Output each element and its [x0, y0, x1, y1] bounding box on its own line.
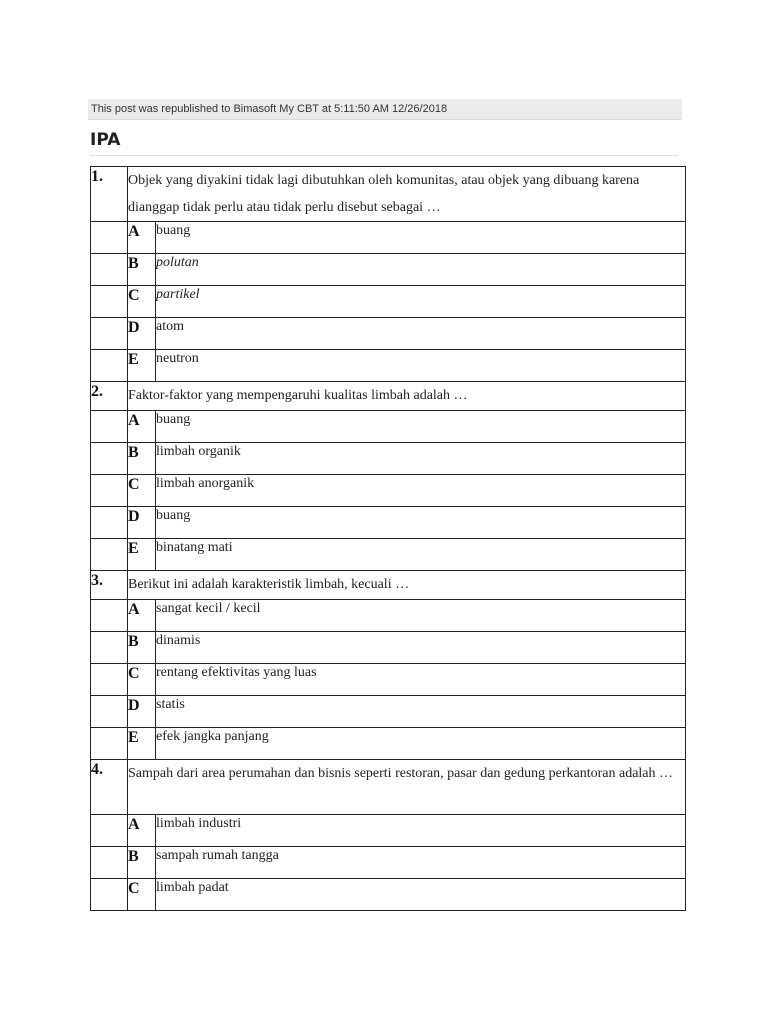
option-row: [91, 254, 686, 286]
spacer-cell: [91, 696, 128, 728]
option-text: limbah organik: [156, 443, 686, 475]
question-number: 3.: [91, 571, 128, 600]
spacer-cell: [91, 222, 128, 254]
option-letter: D: [128, 507, 156, 539]
option-letter: E: [128, 539, 156, 571]
option-row: [91, 847, 686, 879]
option-letter: A: [128, 411, 156, 443]
option-letter: C: [128, 475, 156, 507]
question-text: Berikut ini adalah karakteristik limbah, kecuali …: [128, 571, 686, 600]
option-row: [91, 222, 686, 254]
spacer-cell: [91, 815, 128, 847]
option-letter: D: [128, 318, 156, 350]
option-letter: C: [128, 664, 156, 696]
option-row: [91, 696, 686, 728]
option-row: [91, 350, 686, 382]
option-text: polutan: [156, 254, 686, 286]
question-row: [91, 382, 686, 411]
option-row: [91, 411, 686, 443]
spacer-cell: [91, 254, 128, 286]
option-letter: B: [128, 254, 156, 286]
question-number: 4.: [91, 760, 128, 815]
option-text: limbah anorganik: [156, 475, 686, 507]
question-number: 2.: [91, 382, 128, 411]
page-title: IPA: [90, 130, 121, 150]
option-text: sangat kecil / kecil: [156, 600, 686, 632]
option-letter: C: [128, 286, 156, 318]
option-letter: A: [128, 222, 156, 254]
option-row: [91, 664, 686, 696]
option-text: limbah padat: [156, 879, 686, 911]
option-row: [91, 600, 686, 632]
option-row: [91, 507, 686, 539]
option-row: [91, 632, 686, 664]
spacer-cell: [91, 539, 128, 571]
option-text: dinamis: [156, 632, 686, 664]
option-letter: E: [128, 728, 156, 760]
spacer-cell: [91, 318, 128, 350]
spacer-cell: [91, 507, 128, 539]
option-text: buang: [156, 222, 686, 254]
option-text: buang: [156, 411, 686, 443]
republish-notice: This post was republished to Bimasoft My CBT at 5:11:50 AM 12/26/2018: [88, 99, 682, 120]
option-row: [91, 286, 686, 318]
option-row: [91, 728, 686, 760]
option-text: partikel: [156, 286, 686, 318]
spacer-cell: [91, 600, 128, 632]
option-row: [91, 539, 686, 571]
option-text: limbah industri: [156, 815, 686, 847]
title-divider: [90, 155, 678, 156]
option-text: rentang efektivitas yang luas: [156, 664, 686, 696]
option-text: binatang mati: [156, 539, 686, 571]
option-row: [91, 318, 686, 350]
option-row: [91, 815, 686, 847]
option-row: [91, 443, 686, 475]
option-text: atom: [156, 318, 686, 350]
spacer-cell: [91, 443, 128, 475]
option-text: buang: [156, 507, 686, 539]
question-text: Sampah dari area perumahan dan bisnis seperti restoran, pasar dan gedung perkantoran adalah …: [128, 760, 686, 815]
option-text: efek jangka panjang: [156, 728, 686, 760]
question-text: Objek yang diyakini tidak lagi dibutuhkan oleh komunitas, atau objek yang dibuang karena dianggap tidak perlu atau tidak perlu disebut sebagai …: [128, 167, 686, 222]
spacer-cell: [91, 350, 128, 382]
spacer-cell: [91, 286, 128, 318]
spacer-cell: [91, 728, 128, 760]
quiz-table: [90, 166, 686, 911]
option-text: neutron: [156, 350, 686, 382]
option-letter: D: [128, 696, 156, 728]
option-letter: A: [128, 600, 156, 632]
option-letter: B: [128, 847, 156, 879]
option-letter: B: [128, 632, 156, 664]
question-number: 1.: [91, 167, 128, 222]
spacer-cell: [91, 475, 128, 507]
option-letter: C: [128, 879, 156, 911]
spacer-cell: [91, 664, 128, 696]
spacer-cell: [91, 411, 128, 443]
option-row: [91, 879, 686, 911]
option-letter: A: [128, 815, 156, 847]
option-letter: E: [128, 350, 156, 382]
question-row: [91, 571, 686, 600]
option-row: [91, 475, 686, 507]
question-row: [91, 167, 686, 222]
question-text: Faktor-faktor yang mempengaruhi kualitas limbah adalah …: [128, 382, 686, 411]
spacer-cell: [91, 847, 128, 879]
question-row: [91, 760, 686, 815]
option-letter: B: [128, 443, 156, 475]
option-text: statis: [156, 696, 686, 728]
spacer-cell: [91, 879, 128, 911]
option-text: sampah rumah tangga: [156, 847, 686, 879]
spacer-cell: [91, 632, 128, 664]
